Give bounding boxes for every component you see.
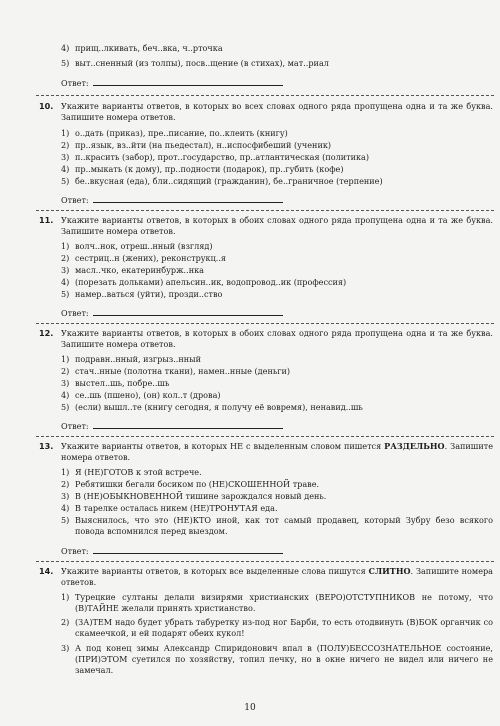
q12-option-5: 5) (если) вышл..те (книгу сегодня, я получу её вовремя), ненавид..шь: [61, 402, 363, 412]
q11-option-3: 3) масл..чко, екатеринбурж..нка: [61, 265, 204, 275]
q10-option-1: 1) о..дать (приказ), пре..писание, по..клеить (книгу): [61, 128, 288, 138]
separator: [36, 210, 494, 211]
q13-option-3: 3) В (НЕ)ОБЫКНОВЕННОЙ тишине зарождался новый день.: [61, 491, 327, 501]
q11-text: Укажите варианты ответов, в которых в обоих словах одного ряда пропущена одна и та же буква. Запишите номера ответов.: [61, 215, 493, 237]
separator: [36, 323, 494, 324]
q10-option-3: 3) п..красить (забор), прот..государство, пр..атлантическая (политика): [61, 152, 370, 162]
q12-text: Укажите варианты ответов, в которых в обоих словах одного ряда пропущена одна и та же буква. Запишите номера ответов.: [61, 328, 493, 350]
q10-option-5: 5) бе..вкусная (еда), бли..сидящий (гражданин), бе..граничное (терпение): [61, 176, 383, 186]
q13-option-2: 2) Ребятишки бегали босиком по (НЕ)СКОШЕННОЙ траве.: [61, 479, 320, 489]
q11-option-1: 1) волч..нок, отреш..нный (взгляд): [61, 241, 213, 251]
separator: [36, 561, 494, 562]
separator: [36, 95, 494, 96]
q14-number: 14.: [39, 566, 54, 576]
q11-option-5: 5) намер..ваться (уйти), прозди..ство: [61, 289, 223, 299]
q11-option-4: 4) (порезать дольками) апельсин..ик, водопровод..ик (профессия): [61, 277, 347, 287]
q13-option-5: 5) Выяснилось, что это (НЕ)КТО иной, как тот самый продавец, который Зубру безо всякого повода вспомнился перед выездом.: [61, 515, 493, 537]
q12-answer-line[interactable]: [93, 420, 283, 429]
q10-text: Укажите варианты ответов, в которых во всех словах одного ряда пропущена одна и та же буква. Запишите номера ответов.: [61, 101, 493, 123]
q10-number: 10.: [39, 101, 54, 111]
q11-number: 11.: [39, 215, 54, 225]
q10-answer-line[interactable]: [93, 194, 283, 203]
q14-text: Укажите варианты ответов, в которых все выделенные слова пишутся СЛИТНО. Запишите номера ответов.: [61, 566, 493, 588]
q9-answer-line[interactable]: [93, 77, 283, 86]
q14-option-2: 2) (ЗА)ТЕМ надо будет убрать табуретку из-под ног Барби, то есть отодвинуть (В)БОК органчик со скамеечкой, и ей подарят обеих кукол!: [61, 617, 493, 639]
q13-number: 13.: [39, 441, 54, 451]
q9-option-5: 5) выт..сненный (из толпы), посв..щение (в стихах), мат..риал: [61, 58, 329, 68]
q12-option-1: 1) подравн..нный, изгрыз..нный: [61, 354, 201, 364]
page-number: 10: [244, 703, 256, 713]
q13-option-4: 4) В тарелке осталась никем (НЕ)ТРОНУТАЯ еда.: [61, 503, 278, 513]
q11-answer: Ответ:: [61, 307, 283, 319]
q10-option-4: 4) пр..мыкать (к дому), пр..подности (подарок), пр..губить (кофе): [61, 164, 344, 174]
q12-option-2: 2) стач..нные (полотна ткани), намен..нные (деньги): [61, 366, 291, 376]
q13-answer: Ответ:: [61, 545, 283, 557]
q14-option-1: 1) Турецкие султаны делали визирями христианских (ВЕРО)ОТСТУПНИКОВ не потому, что (В)ТАЙНЕ желали принять христианство.: [61, 592, 493, 614]
q14-option-3: 3) А под конец зимы Александр Спиридонович впал в (ПОЛУ)БЕССОЗНАТЕЛЬНОЕ состояние, (ПРИ)ЭТОМ суетился по хозяйству, топил печку, но в окне ничего не видел или ничего не замечал.: [61, 643, 493, 676]
q13-text: Укажите варианты ответов, в которых НЕ с выделенным словом пишется РАЗДЕЛЬНО. Запишите номера ответов.: [61, 441, 493, 463]
q11-option-2: 2) сестриц..н (жених), реконструкц..я: [61, 253, 227, 263]
q12-option-3: 3) выстел..шь, побре..шь: [61, 378, 170, 388]
separator: [36, 436, 494, 437]
q9-answer: Ответ:: [61, 77, 283, 89]
q13-option-1: 1) Я (НЕ)ГОТОВ к этой встрече.: [61, 467, 202, 477]
q11-answer-line[interactable]: [93, 307, 283, 316]
q9-option-4: 4) прищ..лкивать, беч..вка, ч..рточка: [61, 43, 223, 53]
q10-answer: Ответ:: [61, 194, 283, 206]
q10-option-2: 2) пр..язык, вз..йти (на пьедестал), н..испосфибеший (ученик): [61, 140, 332, 150]
q13-answer-line[interactable]: [93, 545, 283, 554]
q12-option-4: 4) се..шь (пшено), (он) кол..т (дрова): [61, 390, 221, 400]
q12-number: 12.: [39, 328, 54, 338]
q12-answer: Ответ:: [61, 420, 283, 432]
